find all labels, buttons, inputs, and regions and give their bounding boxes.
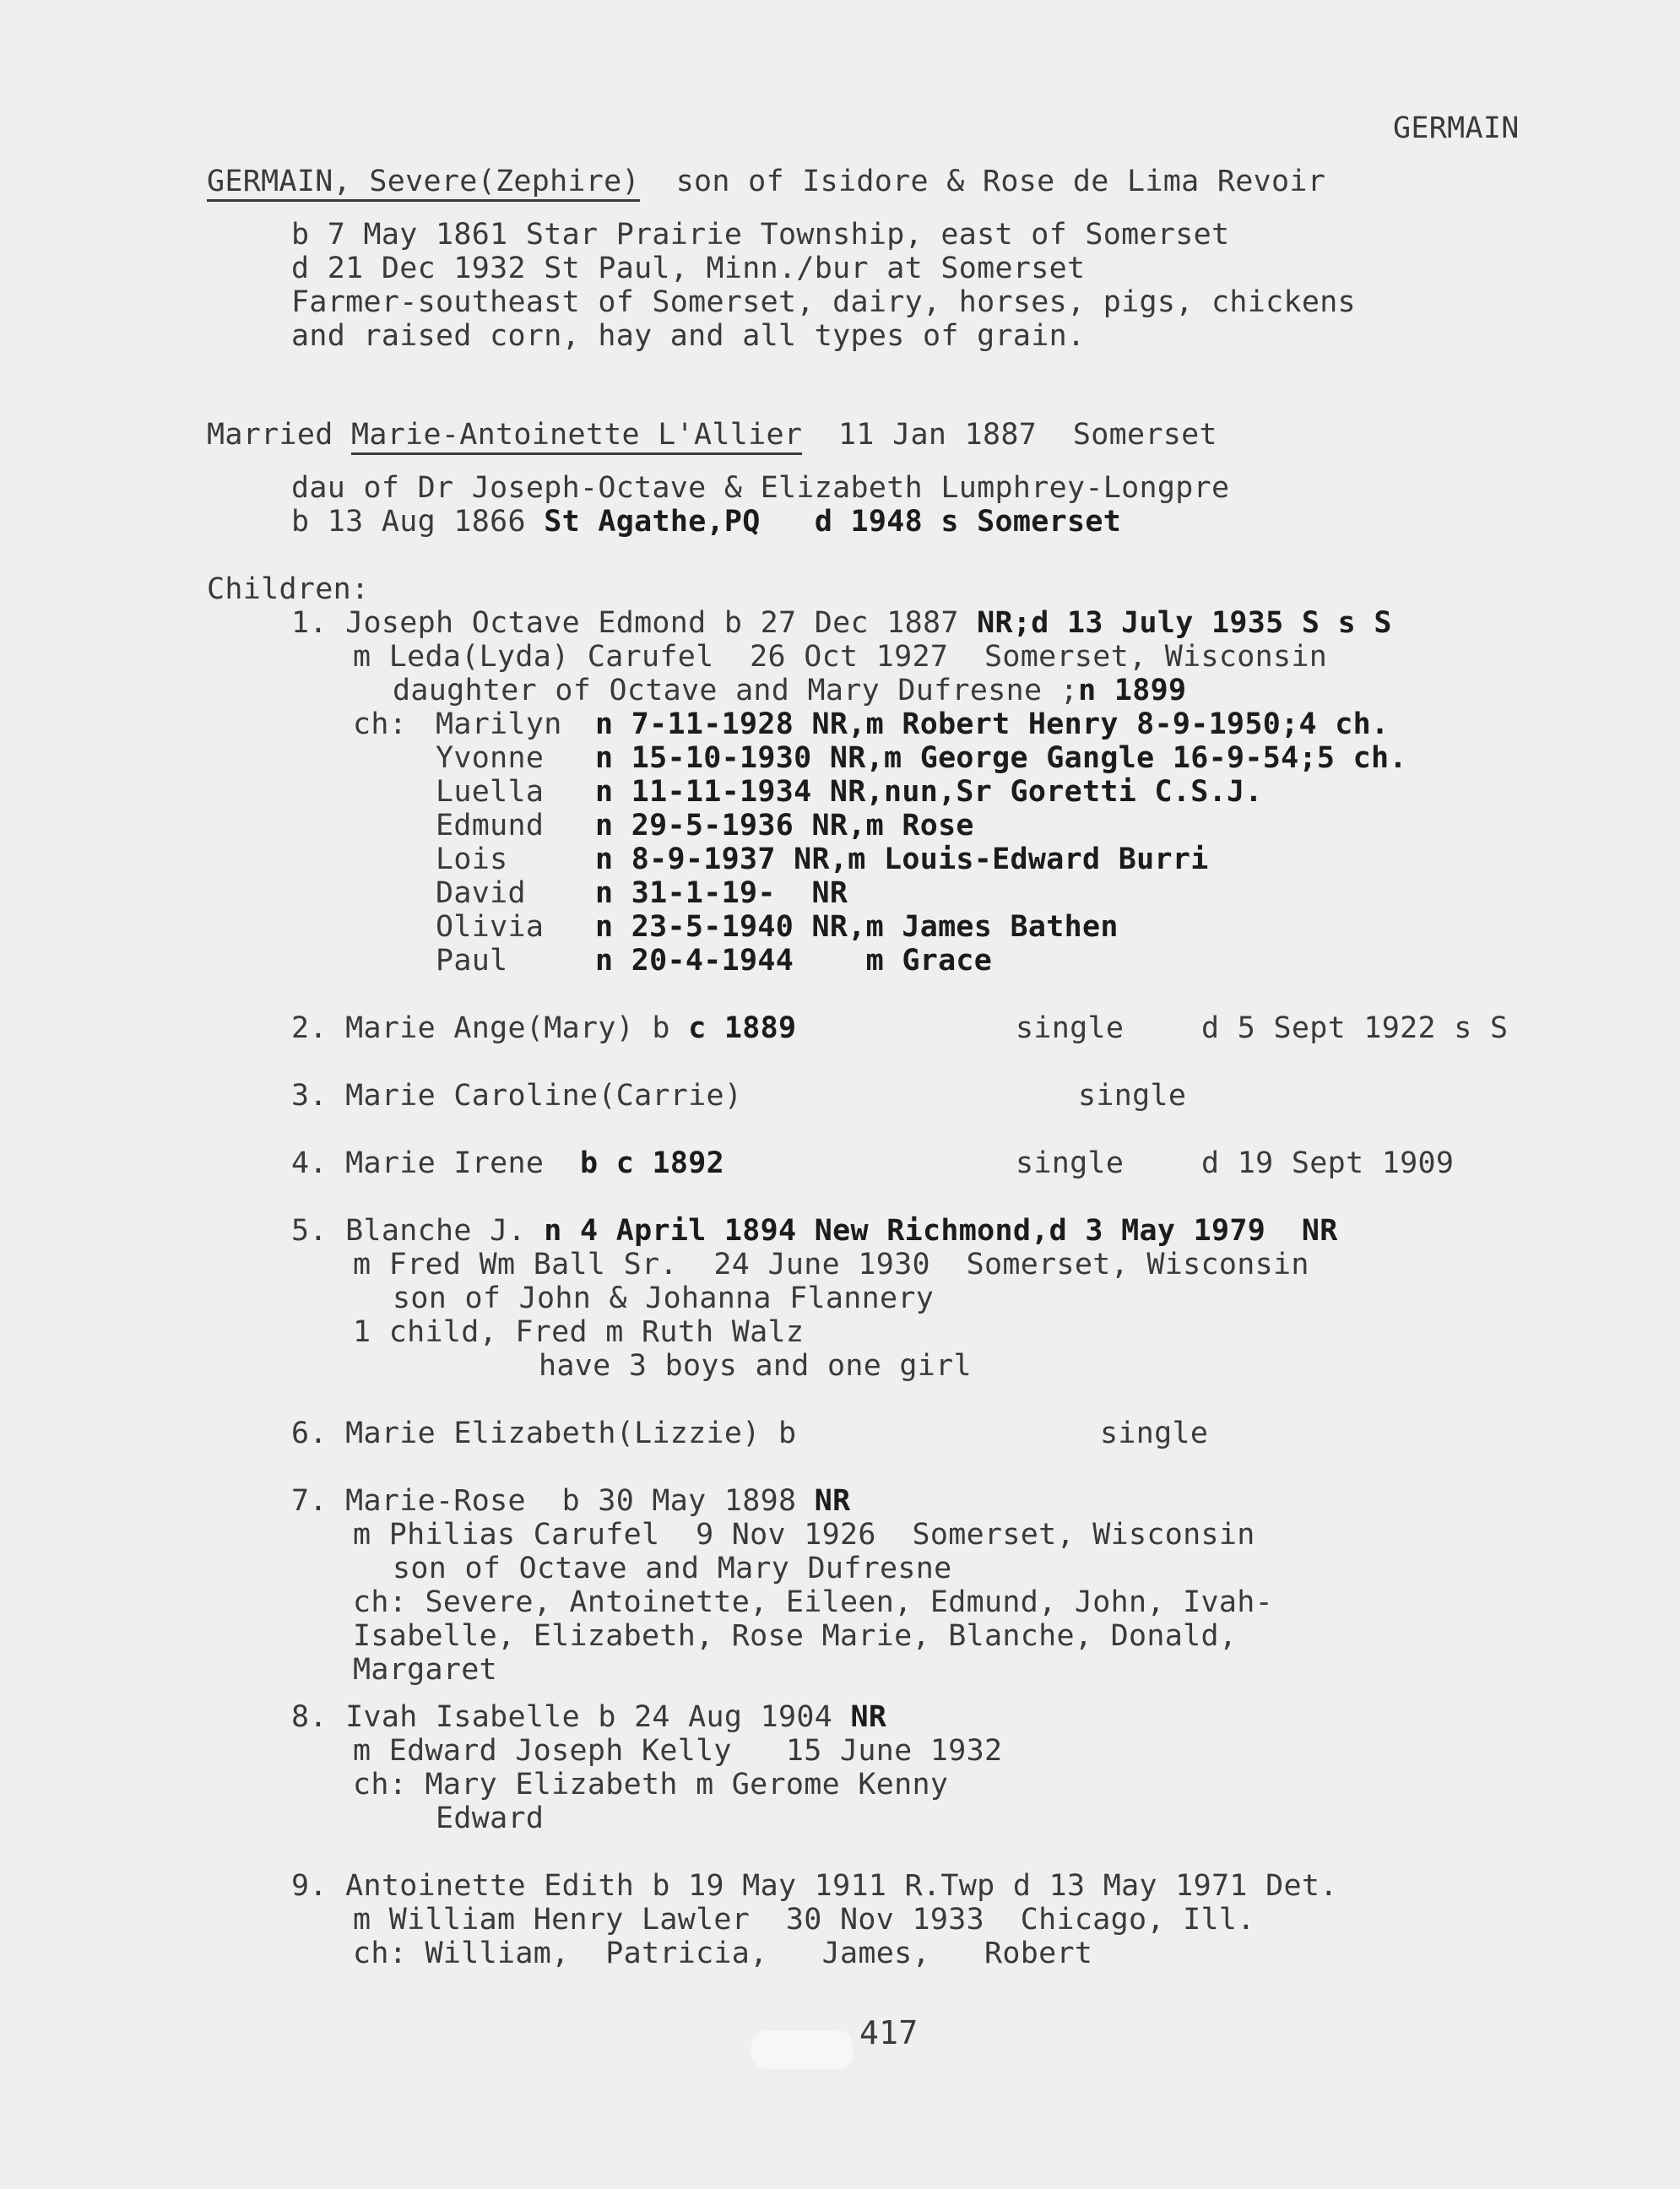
child-8-children-cont: Edward [436, 1802, 545, 1835]
child-8-name: 8. Ivah Isabelle b 24 Aug 1904 [291, 1700, 833, 1734]
subject-name: GERMAIN, Severe(Zephire) [207, 165, 640, 202]
page-number: 417 [859, 2014, 919, 2051]
child-5-birth-death: n 4 April 1894 New Richmond,d 3 May 1979 NR [544, 1214, 1338, 1248]
child-7-name: 7. Marie-Rose b 30 May 1898 [291, 1484, 797, 1518]
child-7-children-cont: Margaret [353, 1653, 497, 1687]
child-8-children: ch: Mary Elizabeth m Gerome Kenny [353, 1768, 949, 1802]
grandchild-info: n 15-10-1930 NR,m George Gangle 16-9-54;5 ch. [595, 741, 1407, 775]
child-1-marriage: m Leda(Lyda) Carufel 26 Oct 1927 Somerset, Wisconsin [353, 640, 1328, 674]
grandchild-info: n 29-5-1936 NR,m Rose [595, 809, 974, 843]
subject-heading [207, 165, 1325, 198]
marriage-line [207, 418, 1217, 452]
child-7-place: NR [814, 1484, 851, 1518]
child-7-spouse-parents: son of Octave and Mary Dufresne [393, 1552, 952, 1585]
subject-parents: son of Isidore & Rose de Lima Revoir [675, 165, 1326, 198]
paper-smudge [751, 2030, 853, 2069]
subject-birth: b 7 May 1861 Star Prairie Township, east of Somerset [291, 218, 1230, 252]
child-2-death: d 5 Sept 1922 s S [1201, 1011, 1509, 1045]
child-6-line [291, 1417, 1209, 1450]
grandchild-name: Olivia [436, 910, 545, 944]
children-heading: Children: [207, 572, 370, 606]
child-6-name: 6. Marie Elizabeth(Lizzie) b [291, 1417, 797, 1450]
grandchild-prefix: ch: [353, 707, 408, 741]
child-8-marriage: m Edward Joseph Kelly 15 June 1932 [353, 1734, 1003, 1768]
child-3-status: single [1078, 1079, 1187, 1113]
marriage-prefix: Married [207, 418, 333, 452]
child-5-children: 1 child, Fred m Ruth Walz [353, 1315, 805, 1349]
subject-occupation-cont: and raised corn, hay and all types of grain. [291, 319, 1086, 353]
spouse-birth-place: St Agathe,PQ [544, 505, 761, 539]
grandchild-info: n 31-1-19- NR [595, 876, 848, 910]
child-5-spouse-parents: son of John & Johanna Flannery [393, 1281, 935, 1315]
child-4-status: single [1016, 1146, 1125, 1180]
child-3-line [291, 1079, 1187, 1113]
child-5-line [291, 1214, 1338, 1248]
child-4-name: 4. Marie Irene [291, 1146, 545, 1180]
child-2-name: 2. Marie Ange(Mary) b [291, 1011, 670, 1045]
grandchild-info: n 8-9-1937 NR,m Louis-Edward Burri [595, 843, 1209, 876]
spouse-parents: dau of Dr Joseph-Octave & Elizabeth Lumphrey-Longpre [291, 471, 1230, 505]
child-5-marriage: m Fred Wm Ball Sr. 24 June 1930 Somerset, Wisconsin [353, 1248, 1309, 1281]
spouse-death: d 1948 s Somerset [814, 505, 1122, 539]
child-4-birth: b c 1892 [579, 1146, 724, 1180]
spouse-birth: b 13 Aug 1866 [291, 505, 526, 539]
grandchild-info: n 11-11-1934 NR,nun,Sr Goretti C.S.J. [595, 775, 1263, 809]
grandchild-name: David [436, 876, 526, 910]
child-7-marriage: m Philias Carufel 9 Nov 1926 Somerset, Wisconsin [353, 1518, 1255, 1552]
child-9-children: ch: William, Patricia, James, Robert [353, 1937, 1093, 1970]
child-2-birth: c 1889 [688, 1011, 797, 1045]
child-2-line [291, 1011, 1509, 1045]
grandchild-name: Lois [436, 843, 508, 876]
grandchild-name: Paul [436, 944, 508, 978]
child-5-grandchildren: have 3 boys and one girl [539, 1349, 972, 1383]
child-4-line [291, 1146, 1455, 1180]
grandchild-name: Marilyn [436, 707, 562, 741]
subject-occupation: Farmer-southeast of Somerset, dairy, horses, pigs, chickens [291, 285, 1356, 319]
surname-heading: GERMAIN [1393, 111, 1520, 145]
grandchild-name: Yvonne [436, 741, 545, 775]
child-1-spouse-parents [393, 674, 1186, 707]
grandchild-info: n 23-5-1940 NR,m James Bathen [595, 910, 1119, 944]
child-8-place: NR [850, 1700, 887, 1734]
child-9-marriage: m William Henry Lawler 30 Nov 1933 Chicago, Ill. [353, 1903, 1255, 1937]
spouse-birth-death [291, 505, 1121, 539]
grandchild-info: n 7-11-1928 NR,m Robert Henry 8-9-1950;4 ch. [595, 707, 1390, 741]
grandchild-info: n 20-4-1944 m Grace [595, 944, 993, 978]
child-1-name: 1. Joseph Octave Edmond b 27 Dec 1887 [291, 606, 959, 640]
child-4-death: d 19 Sept 1909 [1201, 1146, 1455, 1180]
child-1-spouse-parents-text: daughter of Octave and Mary Dufresne ; [393, 674, 1079, 707]
child-7-children-cont: Isabelle, Elizabeth, Rose Marie, Blanche, Donald, [353, 1619, 1238, 1653]
child-8-line [291, 1700, 886, 1734]
grandchild-row [353, 707, 1390, 741]
subject-death: d 21 Dec 1932 St Paul, Minn./bur at Somerset [291, 252, 1086, 285]
grandchild-name: Edmund [436, 809, 545, 843]
child-1-line [291, 606, 1392, 640]
child-7-line [291, 1484, 851, 1518]
marriage-date-place: 11 Jan 1887 Somerset [838, 418, 1217, 452]
grandchild-name: Luella [436, 775, 545, 809]
child-7-children: ch: Severe, Antoinette, Eileen, Edmund, John, Ivah- [353, 1585, 1273, 1619]
child-2-status: single [1016, 1011, 1125, 1045]
child-1-spouse-birth: n 1899 [1078, 674, 1187, 707]
child-9-line: 9. Antoinette Edith b 19 May 1911 R.Twp d 13 May 1971 Det. [291, 1869, 1338, 1903]
child-6-status: single [1100, 1417, 1209, 1450]
spouse-name: Marie-Antoinette L'Allier [351, 418, 802, 455]
child-1-death: NR;d 13 July 1935 S s S [977, 606, 1392, 640]
child-5-name: 5. Blanche J. [291, 1214, 526, 1248]
child-3-name: 3. Marie Caroline(Carrie) [291, 1079, 743, 1113]
